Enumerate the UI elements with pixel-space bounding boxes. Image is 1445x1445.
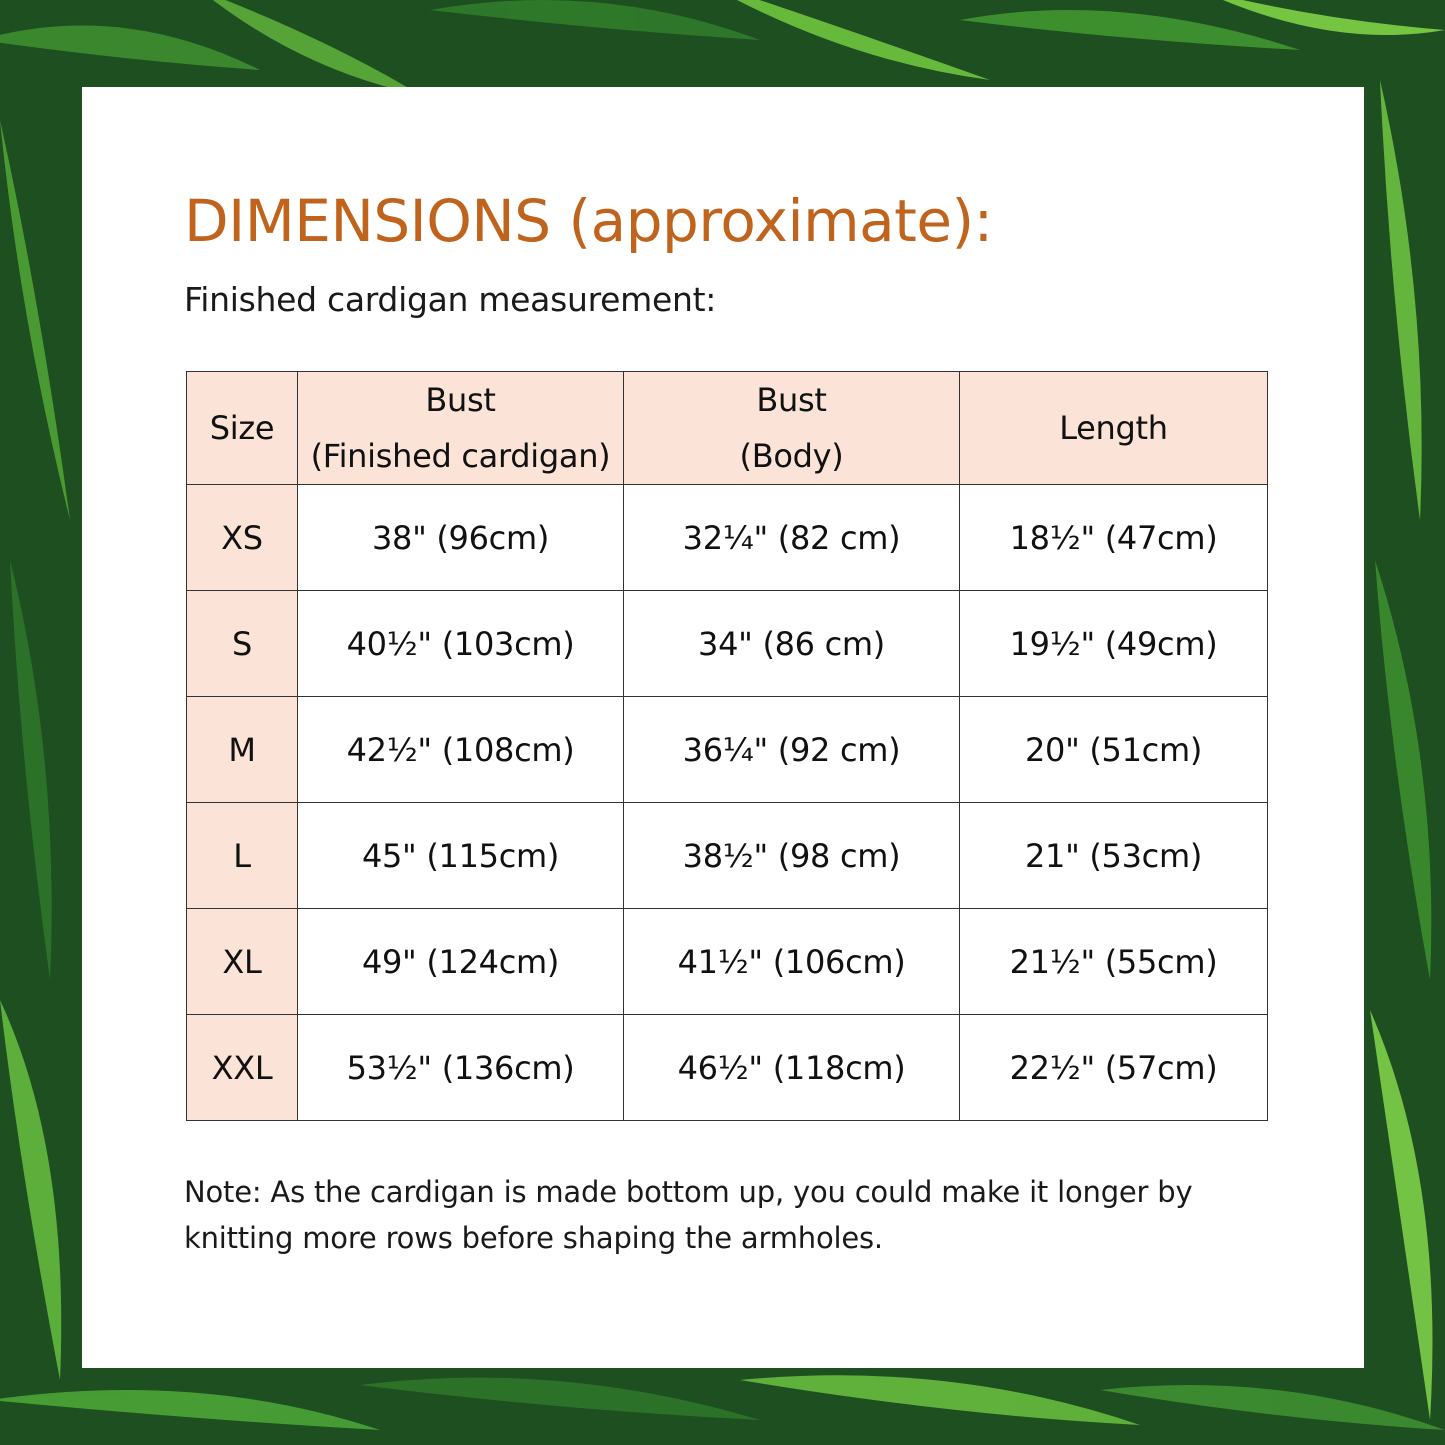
length-cell: 21½" (55cm) [960, 909, 1268, 1015]
bust-body-cell: 34" (86 cm) [624, 591, 960, 697]
table-row [187, 485, 1268, 591]
table-row [187, 803, 1268, 909]
header-bust-finished-line2: (Finished cardigan) [310, 437, 611, 475]
size-cell: XS [187, 485, 298, 591]
bust-finished-cell: 49" (124cm) [298, 909, 624, 1015]
header-size: Size [187, 372, 298, 485]
bust-body-cell: 32¼" (82 cm) [624, 485, 960, 591]
bust-finished-cell: 42½" (108cm) [298, 697, 624, 803]
bust-body-cell: 41½" (106cm) [624, 909, 960, 1015]
header-length: Length [960, 372, 1268, 485]
size-cell: S [187, 591, 298, 697]
header-bust-body [624, 372, 960, 485]
header-bust-finished-line1: Bust [425, 381, 496, 419]
subtitle: Finished cardigan measurement: [184, 280, 717, 319]
size-cell: L [187, 803, 298, 909]
bust-body-cell: 36¼" (92 cm) [624, 697, 960, 803]
table-row [187, 909, 1268, 1015]
size-cell: XL [187, 909, 298, 1015]
table-row [187, 591, 1268, 697]
length-cell: 22½" (57cm) [960, 1015, 1268, 1121]
table-row [187, 1015, 1268, 1121]
header-bust-body-line2: (Body) [739, 437, 844, 475]
size-cell: XXL [187, 1015, 298, 1121]
header-bust-body-line1: Bust [756, 381, 827, 419]
table-row [187, 697, 1268, 803]
length-cell: 18½" (47cm) [960, 485, 1268, 591]
dimensions-table [186, 371, 1268, 1121]
length-cell: 21" (53cm) [960, 803, 1268, 909]
length-cell: 19½" (49cm) [960, 591, 1268, 697]
bust-finished-cell: 40½" (103cm) [298, 591, 624, 697]
header-bust-finished [298, 372, 624, 485]
bust-finished-cell: 45" (115cm) [298, 803, 624, 909]
bust-finished-cell: 38" (96cm) [298, 485, 624, 591]
size-cell: M [187, 697, 298, 803]
page-title: DIMENSIONS (approximate): [184, 187, 993, 255]
note-text: Note: As the cardigan is made bottom up, you could make it longer by knitting more rows before shaping the armholes. [184, 1175, 1193, 1255]
length-cell: 20" (51cm) [960, 697, 1268, 803]
bust-body-cell: 38½" (98 cm) [624, 803, 960, 909]
table-header-row [187, 372, 1268, 485]
bust-finished-cell: 53½" (136cm) [298, 1015, 624, 1121]
bust-body-cell: 46½" (118cm) [624, 1015, 960, 1121]
dimensions-card [82, 87, 1364, 1368]
